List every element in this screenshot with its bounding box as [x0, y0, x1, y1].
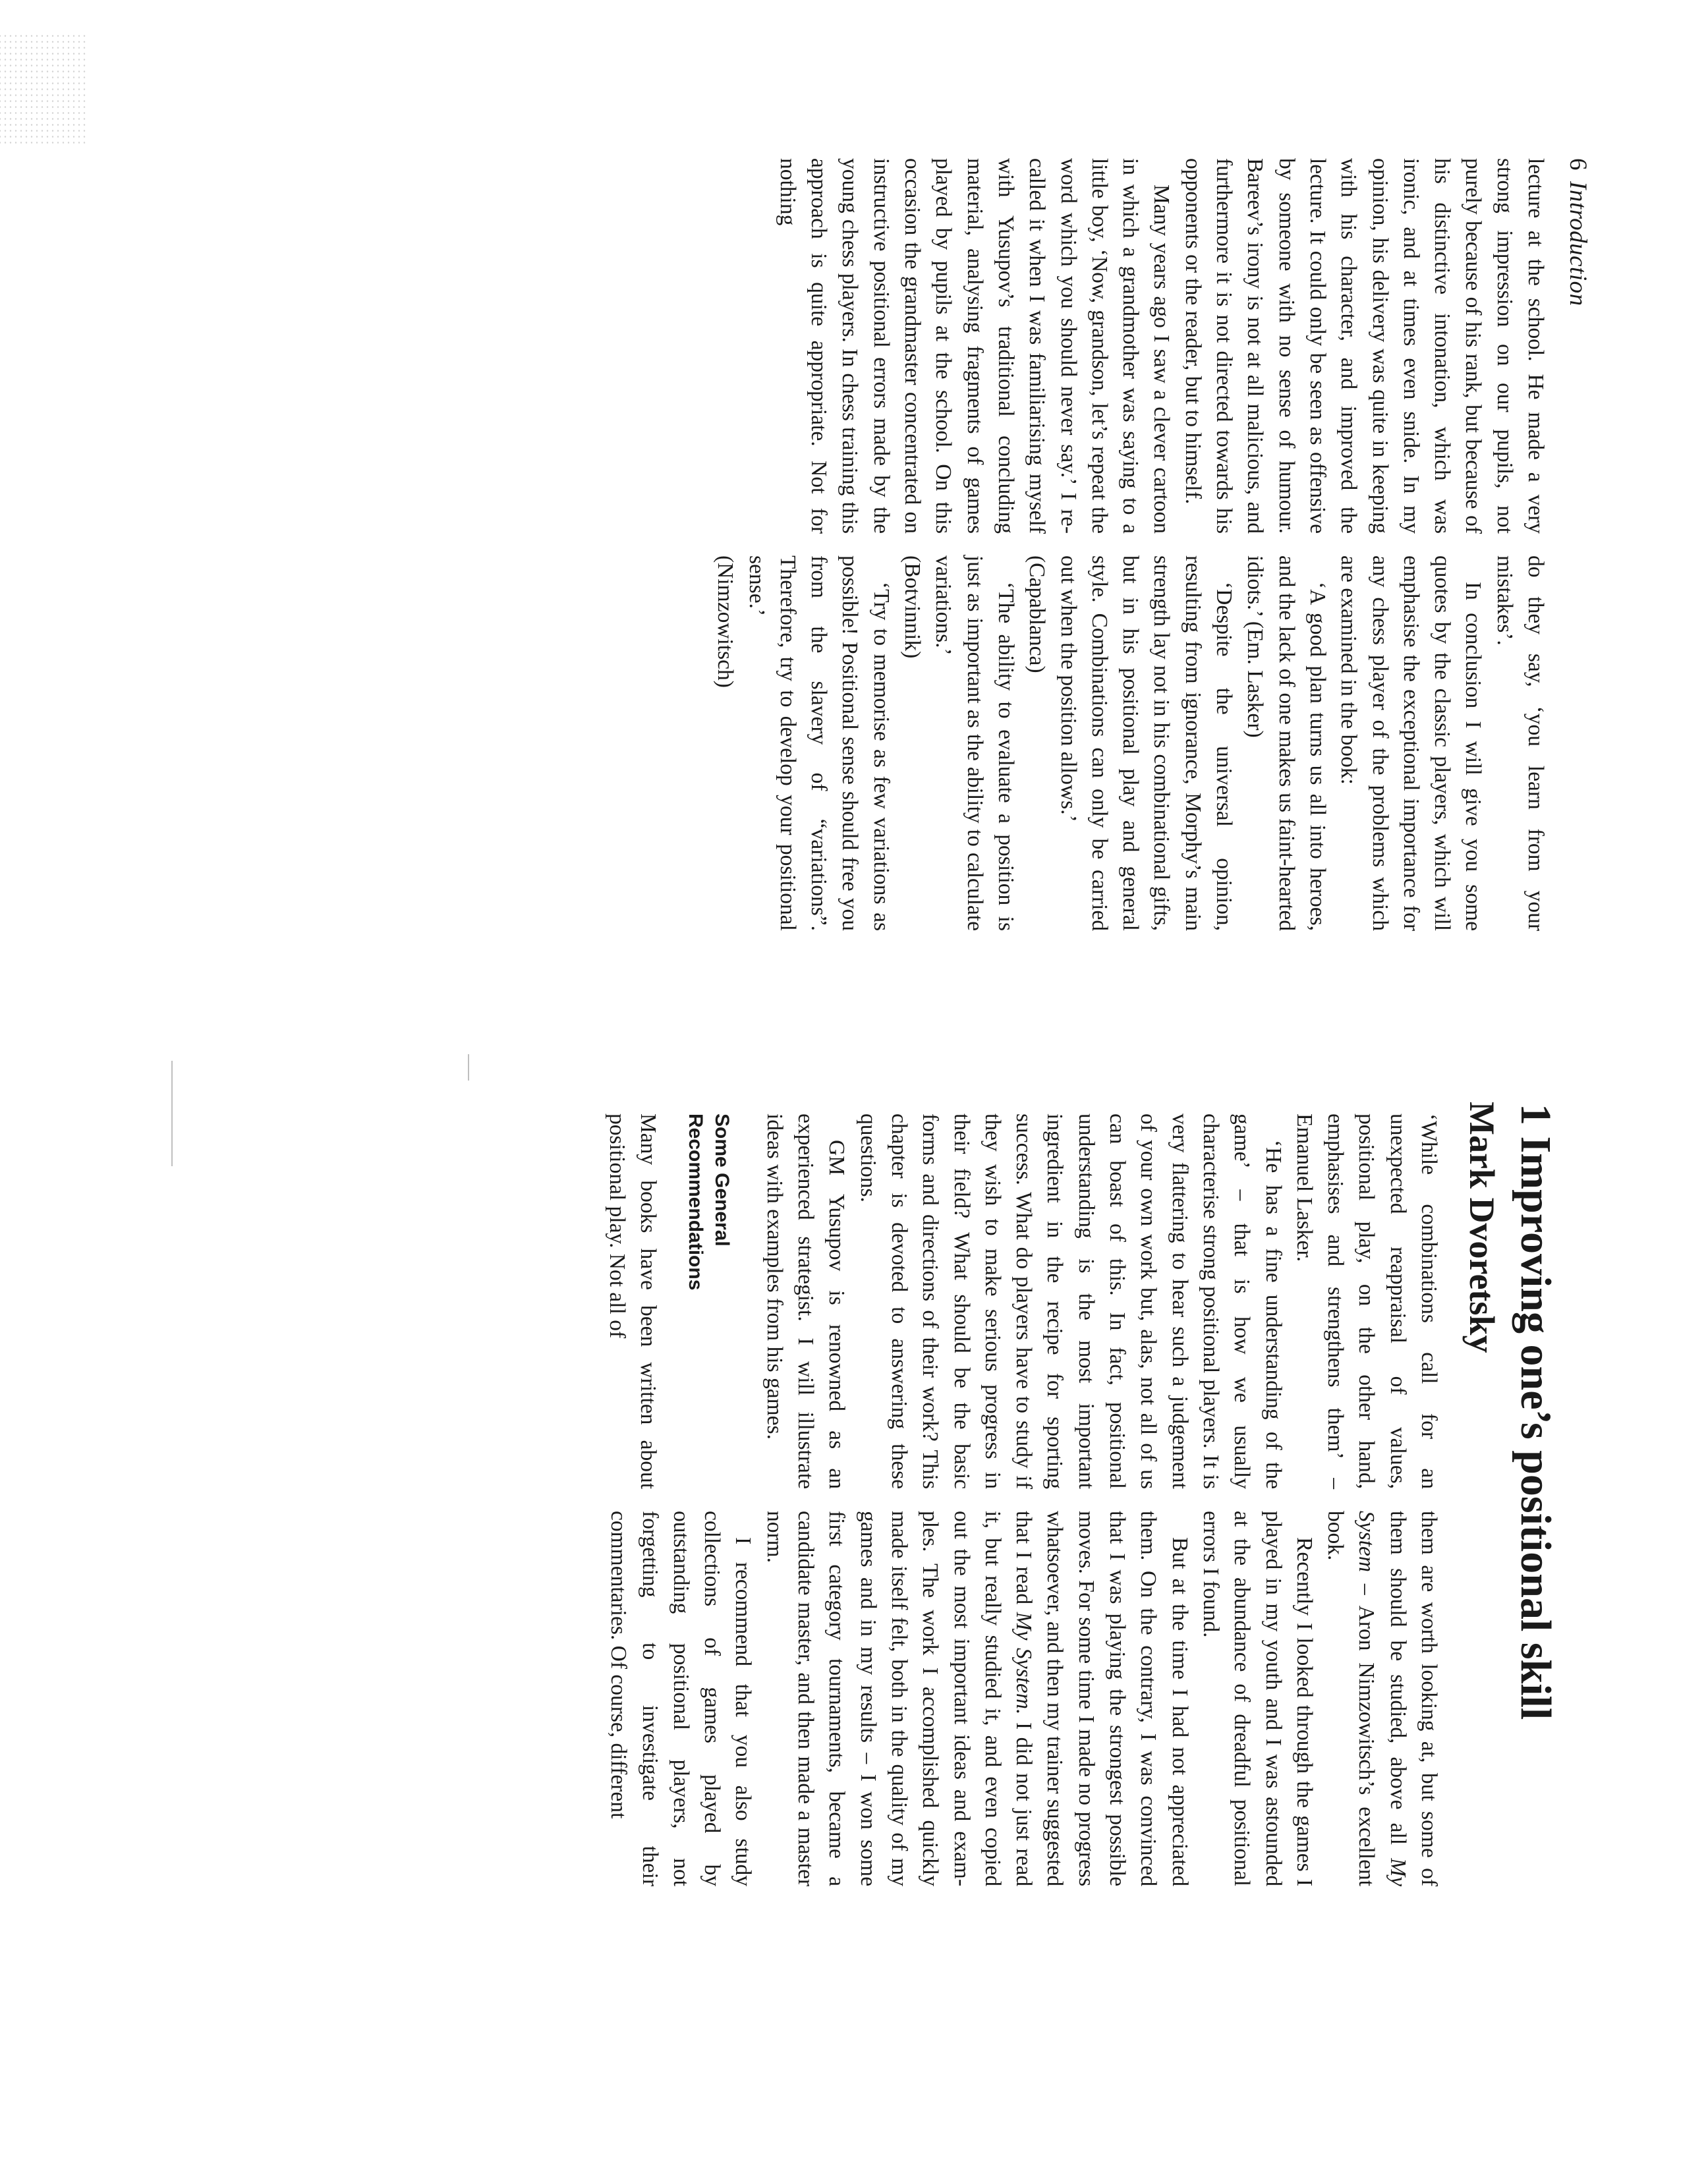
paragraph: lecture at the school. He made a very strong impression on our pupils, not purely because of his rank, but because of his distinctive intonation, which was ironic, and at times even snide. In my opinion, his delivery was quite in keeping with his character, and improved the lecture. It could only be seen as offensive by someone with no sense of humour. Bareev’s irony is not at all malicious, and furthermore it is not directed towards his opponents or the reader, but to himself. [1180, 158, 1548, 534]
chapter-author: Mark Dvoretsky [1462, 1102, 1502, 1353]
left-page-column-1 [772, 158, 1551, 534]
paragraph: In conclusion I will give you some quotes by the classic players, which will emphasise the exceptional importance for any chess player of the problems which are examined in the book: [1336, 555, 1486, 931]
scan-specks [0, 33, 87, 145]
paragraph: ‘While combinations call for an unexpected reappraisal of values, positional play, on the other hand, emphasises and strengthens them’ – Emanuel Lasker. [1292, 1113, 1441, 1489]
text-run: But at the time I had not appreciated them. On the contrary, I was convinced that I was playing the strongest possible moves. For some time I made no progress whatsoever, and then my trainer suggested that I read [1011, 1511, 1192, 1886]
paragraph: Recently I looked through the games I played in my youth and I was astounded at the abundance of dreadful positional errors I found. [1198, 1511, 1317, 1886]
paragraph: Many years ago I saw a clever cartoon in which a grandmother was saying to a little boy, ‘Now, grandson, let’s repeat the word which you should never say.’ I recalled it when I was familiarising myself with Yusupov’s traditional concluding material, analysing fragments of games played by pupils at the school. On this occasion the grandmaster concentrated on instructive positional errors made by the young chess players. In chess training this approach is quite appropriate. Not for nothing [775, 158, 1174, 534]
paragraph: ‘He has a fine understanding of the game’ – that is how we usually characterise strong positional players. It is very flattering to hear such a judgement of your own work but, alas, not all of us can boast of this. In fact, positional understanding is the most important ingredient in the recipe for sporting success. What do players have to study if they wish to make serious progress in their field? What should be the basic forms and directions of their work? This chapter is devoted to answering these questions. [855, 1113, 1286, 1489]
text-run: them are worth looking at, but some of them should be studied, above all [1385, 1511, 1441, 1886]
book-title: My System [1354, 1511, 1410, 1886]
running-title: Introduction [1564, 181, 1591, 306]
quote: ‘The ability to evaluate a position is just as important as the ability to calculate variations.’ [931, 555, 1018, 931]
paragraph: do they say, ‘you learn from your mistakes’. [1492, 555, 1548, 931]
section-heading-line: Some General [711, 1113, 733, 1247]
quote-source: (Capablanca) [1025, 555, 1050, 673]
quote: ‘Despite the universal opinion, resulting from ignorance, Morphy’s main strength lay not in his combinational gifts, but in his positional play and general style. Combinations can only be carried out when the position allows.’ [1056, 555, 1237, 931]
paragraph: Many books have been written about positional play. Not all of [605, 1113, 661, 1489]
right-page-column-2 [603, 1511, 1444, 1886]
page-number: 6 [1564, 158, 1591, 171]
text-run: I did not just read it, but really studied it, and even copied out the most important ideas and examples. The work I accomplished quickly made itself felt, both in the quality of my games and in my results – I won some first category tournaments, became a candidate master, and then made a master norm. [762, 1511, 1037, 1886]
text-run: – Aron Nimzowitsch’s excellent book. [1323, 1511, 1379, 1886]
paragraph [1320, 1511, 1444, 1886]
quote-source: (Botvinnik) [900, 555, 925, 659]
scan-line-mark [468, 1054, 469, 1081]
right-page-column-1 [602, 1113, 1444, 1489]
section-heading [682, 1113, 735, 1489]
paragraph: GM Yusupov is renowned as an experienced strategist. I will illustrate ideas with examples from his games. [762, 1113, 849, 1489]
book-title: My System. [1011, 1612, 1037, 1715]
left-page-column-2 [710, 555, 1551, 931]
chapter-title: 1 Improving one’s positional skill [1512, 1104, 1560, 1720]
paragraph [758, 1511, 1195, 1886]
running-header [1564, 158, 1592, 306]
quote: ‘A good plan turns us all into heroes, and the lack of one makes us faint-hearted idiots.’ (Em. Lasker) [1243, 555, 1330, 931]
paragraph: I recommend that you also study collections of games played by outstanding positional players, not forgetting to investigate their commentaries. Of course, different [606, 1511, 756, 1886]
section-heading-line: Recommendations [685, 1113, 707, 1291]
quote-source: (Nimzowitsch) [713, 555, 738, 688]
quote: ‘Try to memorise as few variations as possible! Positional sense should free you from the slavery of “variations”. Therefore, try to develop your positional sense.’ [744, 555, 894, 931]
scan-line-mark [171, 1061, 173, 1166]
